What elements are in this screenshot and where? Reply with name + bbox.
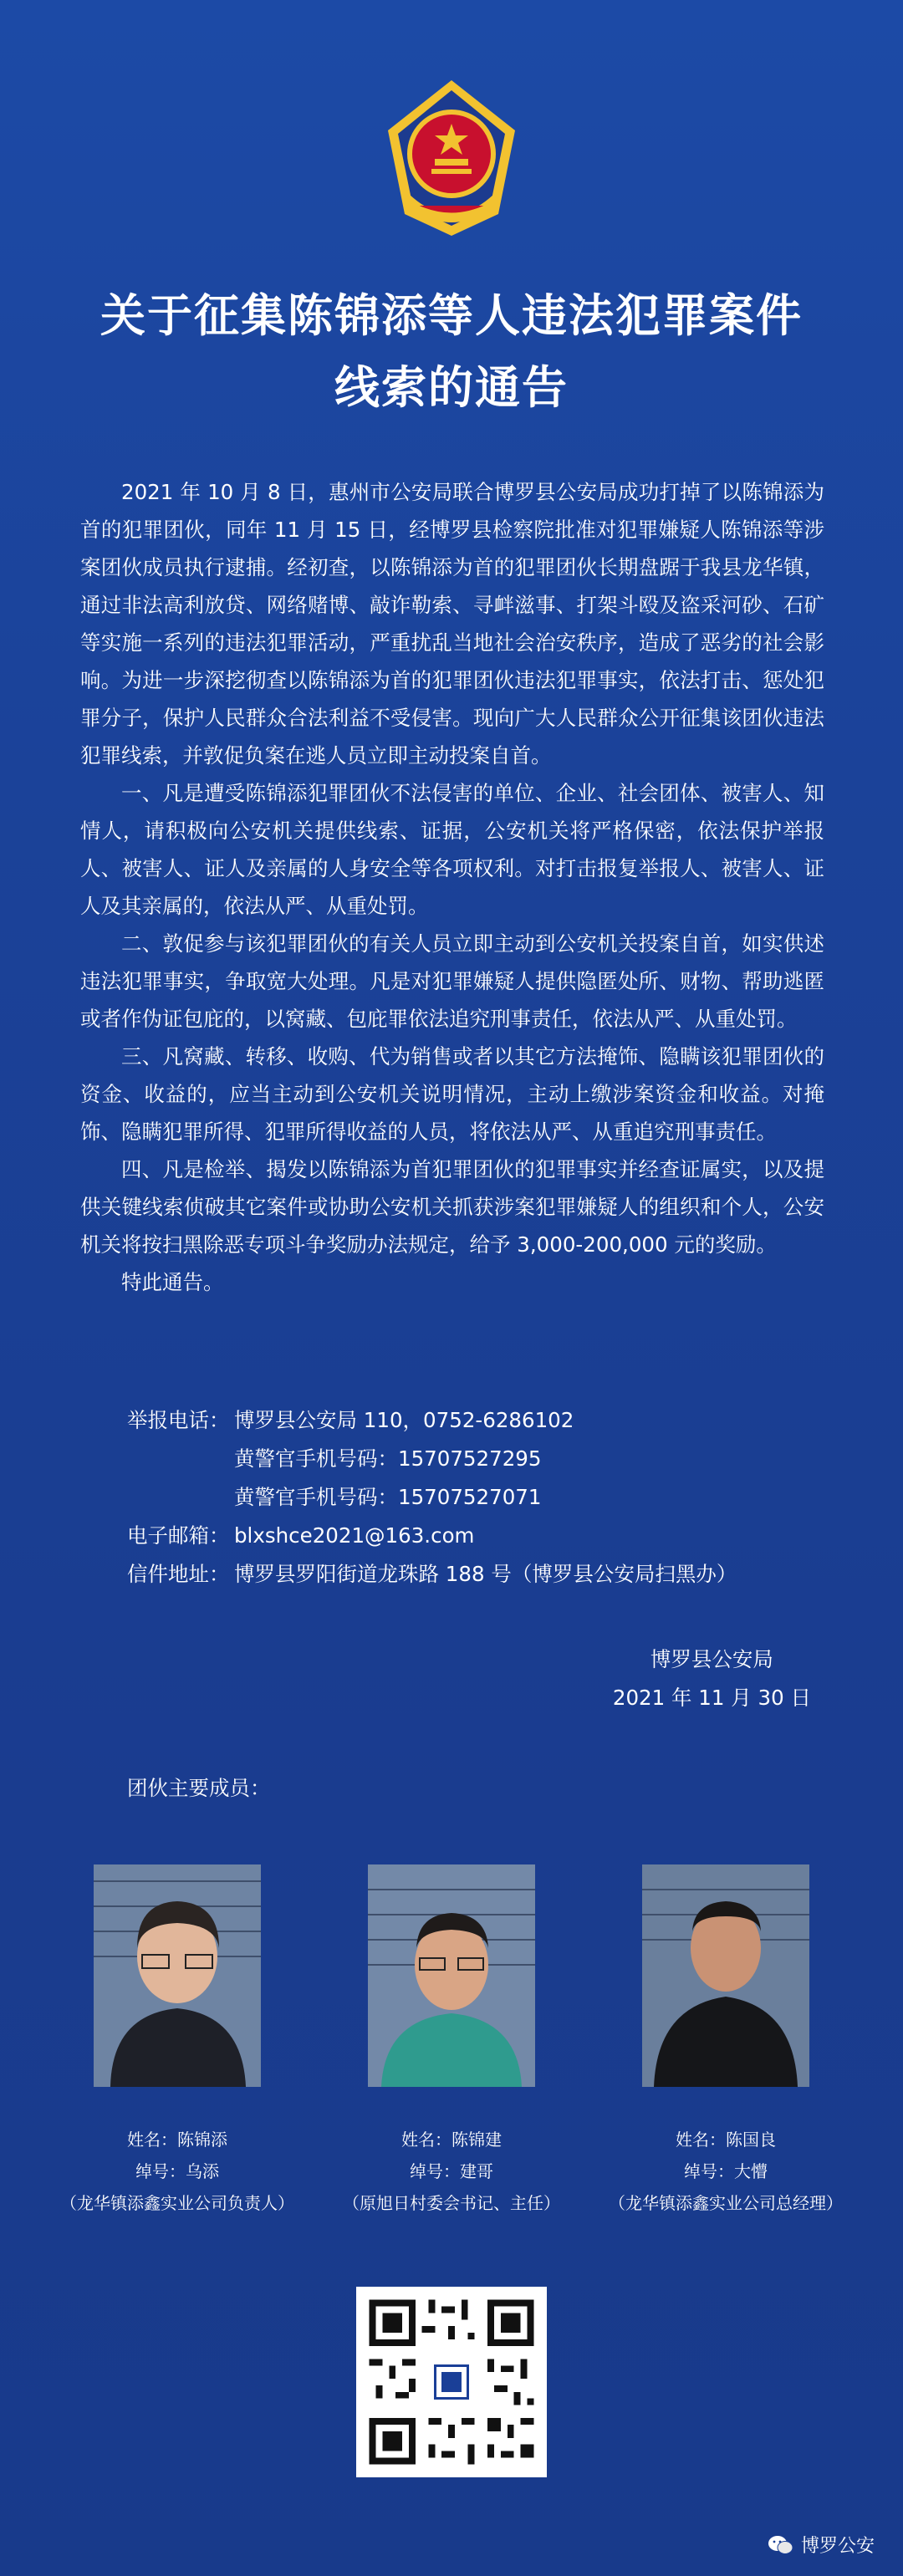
member-info-1 bbox=[27, 2124, 328, 2219]
email-label: 电子邮箱： bbox=[127, 1523, 230, 1548]
member-name: 姓名：陈锦建 bbox=[401, 2130, 502, 2150]
notice-paragraph-4: 四、凡是检举、揭发以陈锦添为首犯罪团伙的犯罪事实并经查证属实，以及提供关键线索侦破其它案件或协助公安机关抓获涉案犯罪嫌疑人的组织和个人，公安机关将按扫黑除恶专项斗争奖励办法规定，给予 3,000-200,000 元的奖励。 bbox=[80, 1157, 824, 1257]
address-label: 信件地址： bbox=[127, 1562, 230, 1586]
report-phone-value: 博罗县公安局 110，0752-6286102 bbox=[234, 1408, 574, 1432]
member-role: （原旭日村委会书记、主任） bbox=[343, 2193, 560, 2213]
email-value[interactable]: blxshce2021@163.com bbox=[234, 1523, 475, 1548]
report-phone-row bbox=[127, 1401, 737, 1440]
notice-closing: 特此通告。 bbox=[121, 1270, 224, 1294]
member-info-3 bbox=[575, 2124, 876, 2219]
members-title: 团伙主要成员： bbox=[127, 1776, 271, 1800]
mugshot-image bbox=[368, 1864, 535, 2087]
mugshot-image bbox=[94, 1864, 261, 2087]
signature-block bbox=[613, 1640, 811, 1717]
member-role: （龙华镇添鑫实业公司负责人） bbox=[60, 2193, 294, 2213]
notice-paragraph-intro: 2021 年 10 月 8 日，惠州市公安局联合博罗县公安局成功打掉了以陈锦添为首的犯罪团伙，同年 11 月 15 日，经博罗县检察院批准对犯罪嫌疑人陈锦添等涉案团伙成员执行逮捕。经初查，以陈锦添为首的犯罪团伙长期盘踞于我县龙华镇，通过非法高利放贷、网络赌博、敲诈勒索、寻衅滋事、打架斗殴及盗采河砂、石矿等实施一系列的违法犯罪活动，严重扰乱当地社会治安秩序，造成了恶劣的社会影响。为进一步深挖彻查以陈锦添为首的犯罪团伙违法犯罪事实，依法打击、惩处犯罪分子，保护人民群众合法利益不受侵害。现向广大人民群众公开征集该团伙违法犯罪线索，并敦促负案在逃人员立即主动投案自首。 bbox=[80, 480, 824, 768]
footer-source-label: 博罗公安 bbox=[800, 2536, 875, 2557]
mobile-number-1: 黄警官手机号码：15707527295 bbox=[234, 1446, 542, 1471]
member-photo-2 bbox=[368, 1864, 535, 2090]
qr-code-icon[interactable] bbox=[356, 2287, 547, 2477]
footer-source bbox=[768, 2532, 875, 2558]
wechat-icon bbox=[768, 2535, 794, 2555]
member-photo-3 bbox=[642, 1864, 809, 2090]
report-phone-label: 举报电话： bbox=[127, 1408, 230, 1432]
police-emblem-icon bbox=[373, 72, 530, 239]
notice-paragraph-3: 三、凡窝藏、转移、收购、代为销售或者以其它方法掩饰、隐瞒该犯罪团伙的资金、收益的，应当主动到公安机关说明情况，主动上缴涉案资金和收益。对掩饰、隐瞒犯罪所得、犯罪所得收益的人员，将依法从严、从重追究刑事责任。 bbox=[80, 1044, 824, 1144]
notice-paragraph-2: 二、敦促参与该犯罪团伙的有关人员立即主动到公安机关投案自首，如实供述违法犯罪事实，争取宽大处理。凡是对犯罪嫌疑人提供隐匿处所、财物、帮助逃匿或者作伪证包庇的，以窝藏、包庇罪依法追究刑事责任，依法从严、从重处罚。 bbox=[80, 931, 824, 1031]
page-title-line1: 关于征集陈锦添等人违法犯罪案件 bbox=[100, 289, 803, 342]
member-info-2 bbox=[301, 2124, 602, 2219]
notice-paragraph-1: 一、凡是遭受陈锦添犯罪团伙不法侵害的单位、企业、社会团体、被害人、知情人，请积极向公安机关提供线索、证据，公安机关将严格保密，依法保护举报人、被害人、证人及亲属的人身安全等各项权利。对打击报复举报人、被害人、证人及其亲属的，依法从严、从重处罚。 bbox=[80, 781, 824, 918]
email-row bbox=[127, 1517, 737, 1555]
address-value: 博罗县罗阳街道龙珠路 188 号（博罗县公安局扫黑办） bbox=[234, 1562, 737, 1586]
member-name: 姓名：陈国良 bbox=[676, 2130, 776, 2150]
member-nickname: 绰号：乌添 bbox=[135, 2161, 219, 2181]
page-title-line2: 线索的通告 bbox=[334, 361, 569, 414]
mugshot-image bbox=[642, 1864, 809, 2087]
notice-body bbox=[80, 473, 824, 1301]
mobile-number-2: 黄警官手机号码：15707527071 bbox=[234, 1485, 542, 1509]
member-role: （龙华镇添鑫实业公司总经理） bbox=[609, 2193, 843, 2213]
mobile-row-2 bbox=[127, 1478, 737, 1517]
member-photo-1 bbox=[94, 1864, 261, 2090]
address-row bbox=[127, 1555, 737, 1594]
member-nickname: 绰号：建哥 bbox=[410, 2161, 493, 2181]
mobile-row-1 bbox=[127, 1440, 737, 1478]
signature-date: 2021 年 11 月 30 日 bbox=[612, 1686, 811, 1710]
signature-org: 博罗县公安局 bbox=[650, 1647, 773, 1671]
contact-block bbox=[127, 1401, 737, 1594]
member-nickname: 绰号：大懵 bbox=[684, 2161, 768, 2181]
member-name: 姓名：陈锦添 bbox=[127, 2130, 227, 2150]
